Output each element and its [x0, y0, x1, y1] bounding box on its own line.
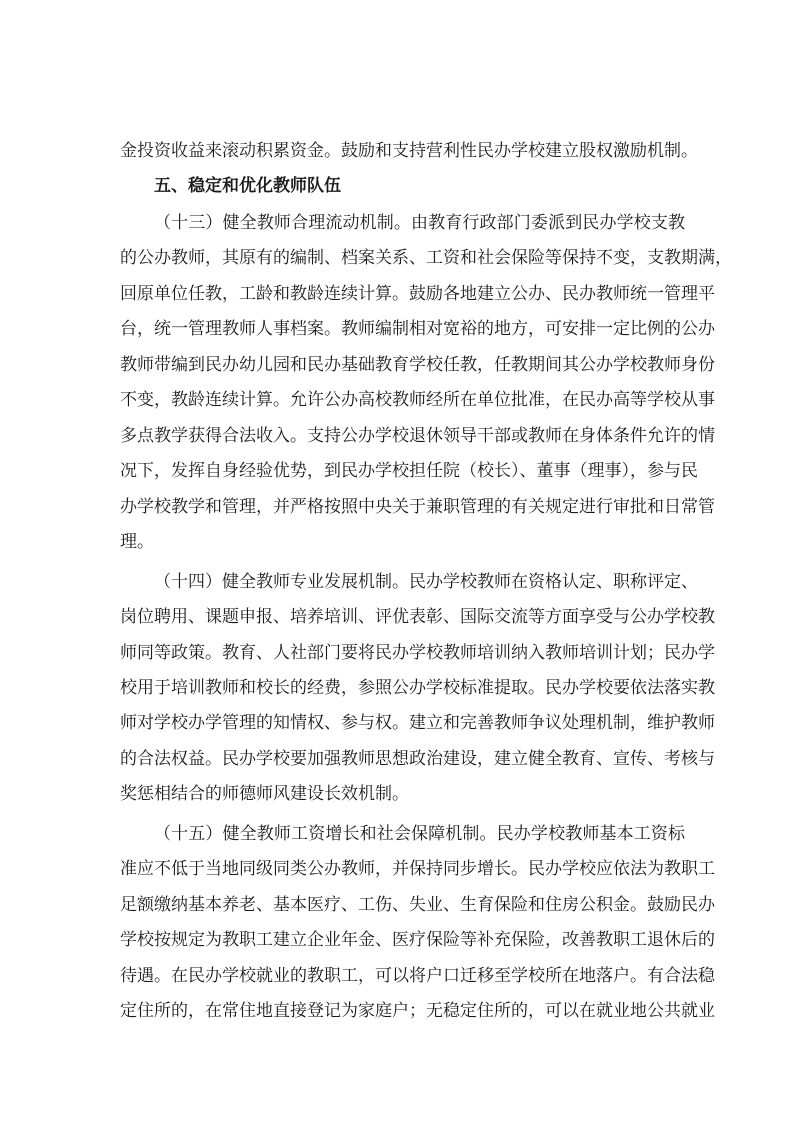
- paragraph-line: 定住所的，在常住地直接登记为家庭户；无稳定住所的，可以在就业地公共就业: [120, 1001, 715, 1021]
- paragraph-line: 教师带编到民办幼儿园和民办基础教育学校任教，任教期间其公办学校教师身份: [120, 355, 715, 375]
- continuation-line: 金投资收益来滚动积累资金。鼓励和支持营利性民办学校建立股权激励机制。: [120, 141, 698, 161]
- paragraph-line: （十三）健全教师合理流动机制。由教育行政部门委派到民办学校支教: [154, 213, 685, 233]
- paragraph-line: 师对学校办学管理的知情权、参与权。建立和完善教师争议处理机制，维护教师: [120, 713, 715, 733]
- paragraph-line: 奖惩相结合的师德师风建设长效机制。: [120, 784, 409, 804]
- paragraph-line: 岗位聘用、课题申报、培养培训、评优表彰、国际交流等方面享受与公办学校教: [120, 607, 715, 627]
- paragraph-line: （十四）健全教师专业发展机制。民办学校教师在资格认定、职称评定、: [154, 572, 698, 592]
- paragraph-line: 办学校教学和管理，并严格按照中央关于兼职管理的有关规定进行审批和日常管: [120, 497, 715, 517]
- paragraph-line: 的公办教师，其原有的编制、档案关系、工资和社会保险等保持不变，支教期满，: [120, 248, 732, 268]
- paragraph-line: 的合法权益。民办学校要加强教师思想政治建设，建立健全教育、宣传、考核与: [120, 749, 715, 769]
- paragraph-line: （十五）健全教师工资增长和社会保障机制。民办学校教师基本工资标: [154, 824, 685, 844]
- paragraph-line: 多点教学获得合法收入。支持公办学校退休领导干部或教师在身体条件允许的情: [120, 426, 715, 446]
- paragraph-line: 况下，发挥自身经验优势，到民办学校担任院（校长）、董事（理事），参与民: [120, 461, 698, 481]
- paragraph-line: 不变，教龄连续计算。允许公办高校教师经所在单位批准，在民办高等学校从事: [120, 390, 715, 410]
- paragraph-line: 足额缴纳基本养老、基本医疗、工伤、失业、生育保险和住房公积金。鼓励民办: [120, 895, 715, 915]
- paragraph-line: 准应不低于当地同级同类公办教师，并保持同步增长。民办学校应依法为教职工: [120, 859, 715, 879]
- paragraph-line: 回原单位任教，工龄和教龄连续计算。鼓励各地建立公办、民办教师统一管理平: [120, 284, 715, 304]
- paragraph-line: 校用于培训教师和校长的经费，参照公办学校标准提取。民办学校要依法落实教: [120, 678, 715, 698]
- paragraph-line: 师同等政策。教育、人社部门要将民办学校教师培训纳入教师培训计划；民办学: [120, 643, 715, 663]
- paragraph-line: 学校按规定为教职工建立企业年金、医疗保险等补充保险，改善教职工退休后的: [120, 930, 715, 950]
- paragraph-line: 待遇。在民办学校就业的教职工，可以将户口迁移至学校所在地落户。有合法稳: [120, 966, 715, 986]
- section-heading: 五、稳定和优化教师队伍: [154, 176, 341, 196]
- paragraph-line: 理。: [120, 532, 154, 552]
- paragraph-line: 台，统一管理教师人事档案。教师编制相对宽裕的地方，可安排一定比例的公办: [120, 319, 715, 339]
